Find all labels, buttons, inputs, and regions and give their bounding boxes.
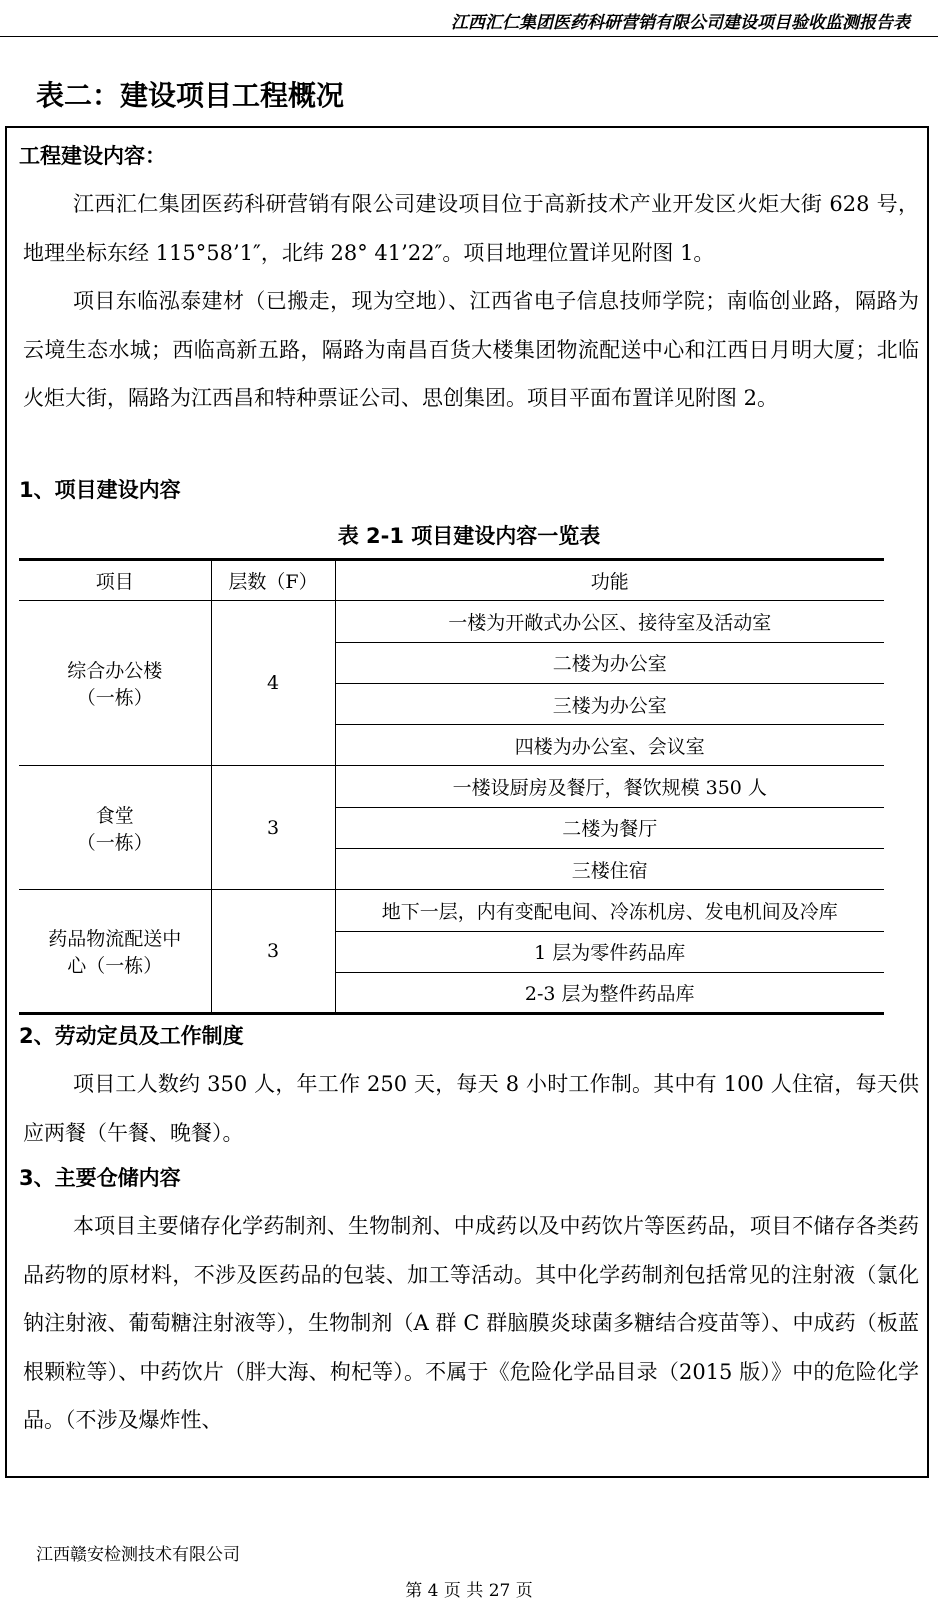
function-cell: 地下一层，内有变配电间、冷冻机房、发电机间及冷库 [335,890,884,931]
content-frame [5,126,929,1478]
table-row [19,890,884,931]
floor-count: 4 [211,601,335,766]
subheading-staffing: 2、劳动定员及工作制度 [19,1024,244,1048]
construction-table [19,558,884,1015]
subheading-storage: 3、主要仓储内容 [19,1166,181,1190]
building-name: 药品物流配送中 心（一栋） [19,890,211,1014]
table-header-row [19,560,884,601]
function-cell: 四楼为办公室、会议室 [335,725,884,766]
building-name: 食堂 （一栋） [19,766,211,890]
table-row [19,601,884,642]
location-paragraph: 江西汇仁集团医药科研营销有限公司建设项目位于高新技术产业开发区火炬大街 628 号，地理坐标东经 115°58’1″，北纬 28° 41’22″。项目地理位置详见附图 1。 [23,192,919,265]
floor-count: 3 [211,766,335,890]
subheading-construction: 1、项目建设内容 [19,478,181,502]
table-header: 层数（F） [211,560,335,601]
table-caption: 表 2-1 项目建设内容一览表 [337,524,601,548]
page-header-title: 江西汇仁集团医药科研营销有限公司建设项目验收监测报告表 [451,13,910,33]
footer-page-number: 第 4 页 共 27 页 [405,1581,533,1601]
function-cell: 三楼住宿 [335,849,884,890]
surroundings-paragraph: 项目东临泓泰建材（已搬走，现为空地）、江西省电子信息技师学院；南临创业路，隔路为云境生态水城；西临高新五路，隔路为南昌百货大楼集团物流配送中心和江西日月明大厦；北临火炬大街，隔路为江西昌和特种票证公司、思创集团。项目平面布置详见附图 2。 [23,289,919,410]
table-header: 功能 [335,560,884,601]
floor-count: 3 [211,890,335,1014]
function-cell: 二楼为餐厅 [335,807,884,848]
footer-company: 江西赣安检测技术有限公司 [36,1545,240,1565]
function-cell: 一楼为开敞式办公区、接待室及活动室 [335,601,884,642]
intro-paragraphs [23,180,919,423]
section-title: 表二：建设项目工程概况 [36,79,345,112]
function-cell: 一楼设厨房及餐厅，餐饮规模 350 人 [335,766,884,807]
content-heading: 工程建设内容： [19,144,166,168]
table-header: 项目 [19,560,211,601]
storage-paragraph: 本项目主要储存化学药制剂、生物制剂、中成药以及中药饮片等医药品，项目不储存各类药品药物的原材料，不涉及医药品的包装、加工等活动。其中化学药制剂包括常见的注射液（氯化钠注射液、葡萄糖注射液等），生物制剂（A 群 C 群脑膜炎球菌多糖结合疫苗等）、中成药（板蓝根颗粒等）、中药饮片（胖大海、枸杞等）。不属于《危险化学品目录（2015 版）》中的危险化学品。（不涉及爆炸性、 [23,1214,919,1432]
header-rule [0,36,938,37]
building-name: 综合办公楼 （一栋） [19,601,211,766]
function-cell: 二楼为办公室 [335,642,884,683]
staffing-paragraph: 项目工人数约 350 人，年工作 250 天，每天 8 小时工作制。其中有 100 人住宿，每天供应两餐（午餐、晚餐）。 [23,1072,919,1145]
function-cell: 1 层为零件药品库 [335,931,884,972]
function-cell: 2-3 层为整件药品库 [335,972,884,1013]
function-cell: 三楼为办公室 [335,683,884,724]
table-row [19,766,884,807]
